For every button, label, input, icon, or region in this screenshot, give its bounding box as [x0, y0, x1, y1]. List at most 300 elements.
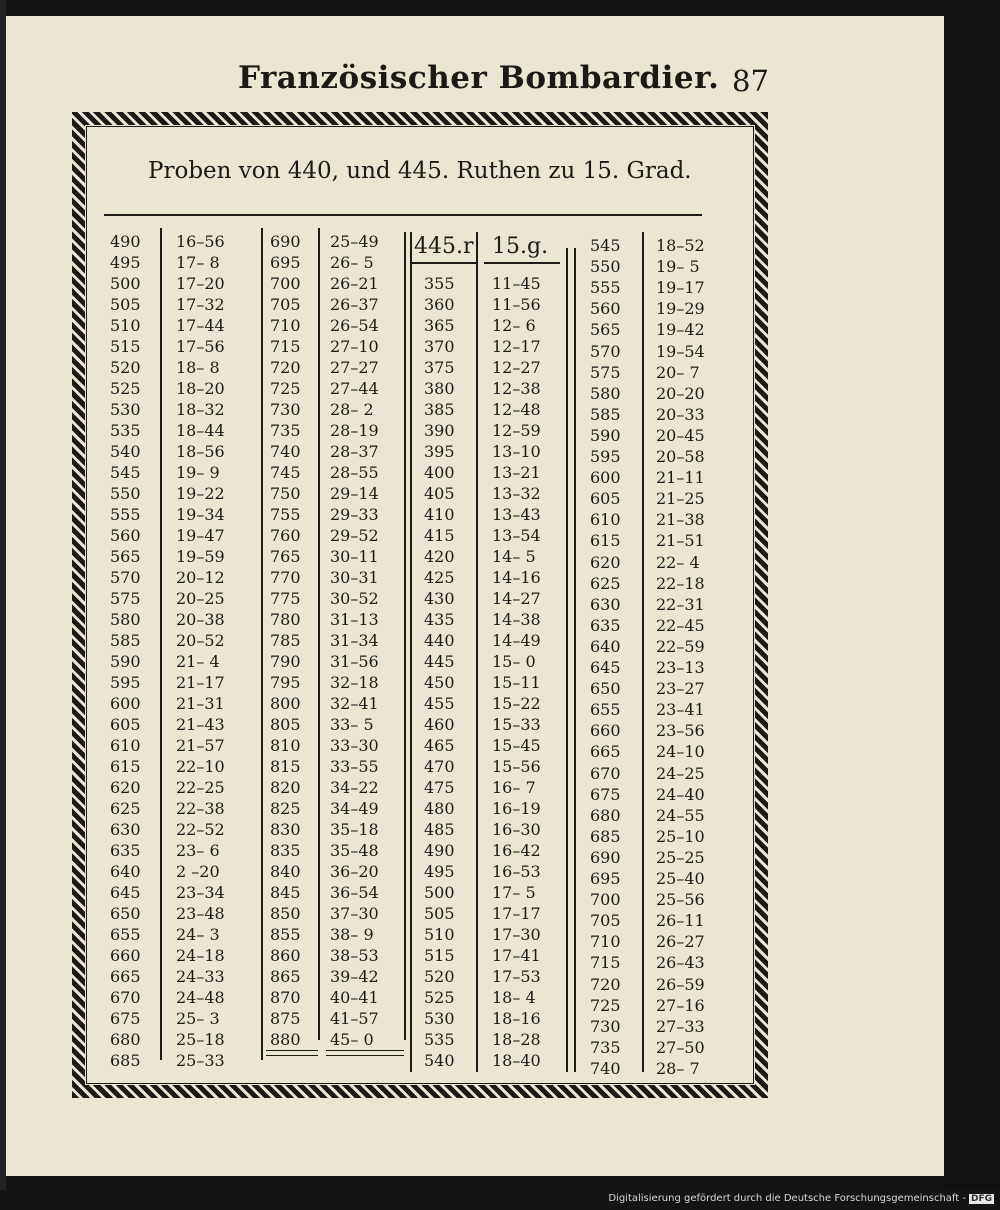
table-cell: 595 [590, 447, 621, 466]
table-cell: 11–56 [492, 295, 541, 314]
table-cell: 735 [270, 421, 301, 440]
table-cell: 360 [424, 295, 455, 314]
running-title: Französischer Bombardier. [238, 60, 720, 96]
table-cell: 685 [110, 1051, 141, 1070]
table-cell: 555 [110, 505, 141, 524]
table-cell: 710 [270, 316, 301, 335]
table-cell: 725 [270, 379, 301, 398]
table-cell: 655 [110, 925, 141, 944]
column-divider [574, 248, 576, 1072]
table-cell: 22–31 [656, 594, 705, 614]
table-cell: 11–45 [492, 274, 541, 293]
table-cell: 700 [270, 274, 301, 293]
table-cell: 850 [270, 904, 301, 923]
table-cell: 36–20 [330, 862, 379, 881]
table-cell: 855 [270, 925, 301, 944]
table-cell: 21–57 [176, 736, 225, 755]
table-cell: 23–48 [176, 904, 225, 923]
table-cell: 785 [270, 631, 301, 650]
header-angle: 15.g. [492, 234, 549, 259]
table-cell: 815 [270, 757, 301, 776]
table-cell: 14–27 [492, 589, 541, 608]
table-cell: 39–42 [330, 967, 379, 986]
table-cell: 18–52 [656, 236, 705, 255]
table-cell: 590 [110, 652, 141, 671]
table-cell: 770 [270, 568, 301, 587]
table-cell: 24–18 [176, 946, 225, 965]
table-cell: 630 [590, 594, 621, 614]
table-cell: 685 [590, 826, 621, 846]
table-cell: 24–55 [656, 805, 705, 825]
table-cell: 505 [110, 295, 141, 314]
table-cell: 22–38 [176, 799, 225, 818]
table-cell: 25–33 [176, 1051, 225, 1070]
column-divider [261, 228, 263, 1060]
table-cell: 565 [590, 320, 621, 340]
table-cell: 33–55 [330, 757, 379, 776]
table-cell: 485 [424, 820, 455, 839]
table-cell: 615 [590, 531, 621, 551]
table-cell: 22–59 [656, 636, 705, 656]
table-cell: 21– 4 [176, 652, 220, 671]
table-cell: 425 [424, 568, 455, 587]
table-cell: 30–11 [330, 547, 379, 566]
table-cell: 24–33 [176, 967, 225, 986]
table-cell: 27–50 [656, 1037, 705, 1057]
table-cell: 455 [424, 694, 455, 713]
table-cell: 12–48 [492, 400, 541, 419]
table-cell: 26–43 [656, 953, 705, 973]
table-cell: 31–34 [330, 631, 379, 650]
table-cell: 715 [590, 953, 621, 973]
table-cell: 18–16 [492, 1009, 541, 1028]
table-cell: 15–11 [492, 673, 541, 692]
table-cell: 760 [270, 526, 301, 545]
table-cell: 525 [110, 379, 141, 398]
column-divider [566, 248, 568, 1072]
table-cell: 14– 5 [492, 547, 536, 566]
table-cell: 650 [110, 904, 141, 923]
table-cell: 680 [110, 1030, 141, 1049]
table-cell: 25–40 [656, 869, 705, 888]
table-cell: 825 [270, 799, 301, 818]
table-cell: 560 [110, 526, 141, 545]
table-cell: 830 [270, 820, 301, 839]
table-cell: 615 [110, 757, 141, 776]
table-cell: 370 [424, 337, 455, 356]
table-cell: 16–42 [492, 841, 541, 860]
table-cell: 505 [424, 904, 455, 923]
table-cell: 720 [590, 974, 621, 994]
table-cell: 19–17 [656, 278, 705, 298]
table-cell: 13–54 [492, 526, 541, 545]
table-cell: 38– 9 [330, 925, 374, 944]
table-cell: 18–20 [176, 379, 225, 398]
table-cell: 705 [590, 911, 621, 931]
table-cell: 625 [590, 573, 621, 593]
table-cell: 19– 5 [656, 257, 700, 277]
table-cell: 550 [110, 484, 141, 503]
table-cell: 15–22 [492, 694, 541, 713]
table-cell: 500 [424, 883, 455, 902]
table-cell: 21–17 [176, 673, 225, 692]
table-cell: 29–33 [330, 505, 379, 524]
table-cell: 445 [424, 652, 455, 671]
table-cell: 19–29 [656, 299, 705, 319]
end-double-rule [266, 1050, 318, 1056]
table-cell: 23–27 [656, 679, 705, 699]
table-cell: 14–38 [492, 610, 541, 629]
table-cell: 36–54 [330, 883, 379, 902]
table-cell: 22– 4 [656, 552, 700, 572]
table-cell: 25–10 [656, 826, 705, 846]
table-cell: 28–37 [330, 442, 379, 461]
table-cell: 410 [424, 505, 455, 524]
table-cell: 500 [110, 274, 141, 293]
table-cell: 605 [590, 489, 621, 509]
table-cell: 26–59 [656, 974, 705, 994]
table-cell: 515 [424, 946, 455, 965]
table-cell: 32–18 [330, 673, 379, 692]
table-cell: 17–30 [492, 925, 541, 944]
table-cell: 695 [270, 253, 301, 272]
table-cell: 26–27 [656, 932, 705, 952]
table-cell: 24–25 [656, 763, 705, 783]
scanner-background [944, 0, 1000, 1190]
column-divider [410, 232, 412, 1072]
table-cell: 660 [590, 721, 621, 741]
table-cell: 390 [424, 421, 455, 440]
table-cell: 13–32 [492, 484, 541, 503]
column-divider [642, 232, 644, 1072]
table-cell: 27–16 [656, 995, 705, 1015]
table-cell: 45– 0 [330, 1030, 374, 1049]
table-cell: 13–10 [492, 442, 541, 461]
table-cell: 600 [590, 468, 621, 488]
table-cell: 17–41 [492, 946, 541, 965]
table-cell: 24–48 [176, 988, 225, 1007]
table-cell: 870 [270, 988, 301, 1007]
table-cell: 625 [110, 799, 141, 818]
table-cell: 20–20 [656, 383, 705, 403]
table-cell: 690 [590, 847, 621, 867]
table-cell: 26–54 [330, 316, 379, 335]
table-cell: 840 [270, 862, 301, 881]
table-cell: 19–59 [176, 547, 225, 566]
table-cell: 490 [424, 841, 455, 860]
table-cell: 18–28 [492, 1030, 541, 1049]
table-cell: 20–25 [176, 589, 225, 608]
table-cell: 515 [110, 337, 141, 356]
table-cell: 735 [590, 1037, 621, 1057]
table-cell: 530 [110, 400, 141, 419]
table-cell: 740 [270, 442, 301, 461]
table-cell: 33– 5 [330, 715, 374, 734]
table-cell: 22–18 [656, 573, 705, 593]
table-cell: 620 [590, 552, 621, 572]
table-cell: 535 [110, 421, 141, 440]
table-cell: 38–53 [330, 946, 379, 965]
table-cell: 16–56 [176, 232, 225, 251]
table-cell: 25–49 [330, 232, 379, 251]
table-cell: 845 [270, 883, 301, 902]
table-cell: 19–54 [656, 341, 705, 361]
column-divider [476, 232, 478, 1072]
table-cell: 660 [110, 946, 141, 965]
table-cell: 585 [110, 631, 141, 650]
table-cell: 780 [270, 610, 301, 629]
table-cell: 28– 7 [656, 1058, 700, 1078]
table-cell: 18–44 [176, 421, 225, 440]
table-cell: 22–45 [656, 615, 705, 635]
table-cell: 25–25 [656, 847, 705, 867]
table-cell: 16– 7 [492, 778, 536, 797]
table-cell: 710 [590, 932, 621, 952]
table-cell: 570 [110, 568, 141, 587]
table-cell: 640 [110, 862, 141, 881]
table-cell: 18–56 [176, 442, 225, 461]
table-cell: 535 [424, 1030, 455, 1049]
table-cell: 810 [270, 736, 301, 755]
table-cell: 880 [270, 1030, 301, 1049]
table-cell: 470 [424, 757, 455, 776]
table-cell: 24– 3 [176, 925, 220, 944]
table-cell: 365 [424, 316, 455, 335]
table-cell: 510 [110, 316, 141, 335]
column-divider [160, 228, 162, 1060]
table-cell: 18–40 [492, 1051, 541, 1070]
table-cell: 440 [424, 631, 455, 650]
table-cell: 635 [590, 615, 621, 635]
table-cell: 23–41 [656, 700, 705, 720]
table-cell: 755 [270, 505, 301, 524]
table-cell: 725 [590, 995, 621, 1015]
table-cell: 23– 6 [176, 841, 220, 860]
table-cell: 29–52 [330, 526, 379, 545]
table-cell: 420 [424, 547, 455, 566]
table-cell: 20–12 [176, 568, 225, 587]
table-cell: 655 [590, 700, 621, 720]
table-cell: 730 [270, 400, 301, 419]
table-cell: 29–14 [330, 484, 379, 503]
table-cell: 18–32 [176, 400, 225, 419]
table-cell: 575 [590, 362, 621, 382]
table-cell: 12–38 [492, 379, 541, 398]
table-cell: 18– 4 [492, 988, 536, 1007]
table-cell: 24–40 [656, 784, 705, 804]
table-cell: 600 [110, 694, 141, 713]
table-cell: 675 [590, 784, 621, 804]
column-divider [404, 232, 406, 1040]
table-cell: 17– 8 [176, 253, 220, 272]
table-cell: 17– 5 [492, 883, 536, 902]
table-cell: 16–53 [492, 862, 541, 881]
table-cell: 605 [110, 715, 141, 734]
table-cell: 12–27 [492, 358, 541, 377]
table-cell: 670 [590, 763, 621, 783]
table-cell: 610 [590, 510, 621, 530]
table-cell: 765 [270, 547, 301, 566]
table-cell: 19–34 [176, 505, 225, 524]
table-cell: 13–43 [492, 505, 541, 524]
table-cell: 740 [590, 1058, 621, 1078]
table-cell: 28–55 [330, 463, 379, 482]
table-cell: 16–19 [492, 799, 541, 818]
table-cell: 27–33 [656, 1016, 705, 1036]
table-cell: 530 [424, 1009, 455, 1028]
table-cell: 20–38 [176, 610, 225, 629]
table-cell: 21–31 [176, 694, 225, 713]
table-cell: 35–18 [330, 820, 379, 839]
table-cell: 490 [110, 232, 141, 251]
table-cell: 17–44 [176, 316, 225, 335]
table-cell: 635 [110, 841, 141, 860]
table-cell: 22–52 [176, 820, 225, 839]
table-cell: 575 [110, 589, 141, 608]
table-cell: 555 [590, 278, 621, 298]
table-cell: 19–47 [176, 526, 225, 545]
table-cell: 700 [590, 890, 621, 910]
table-cell: 22–10 [176, 757, 225, 776]
table-cell: 670 [110, 988, 141, 1007]
table-cell: 40–41 [330, 988, 379, 1007]
table-cell: 27–10 [330, 337, 379, 356]
table-cell: 41–57 [330, 1009, 379, 1028]
table-cell: 21–43 [176, 715, 225, 734]
table-cell: 25–18 [176, 1030, 225, 1049]
table-cell: 520 [424, 967, 455, 986]
table-cell: 20–45 [656, 425, 705, 445]
table-cell: 620 [110, 778, 141, 797]
table-cell: 550 [590, 257, 621, 277]
table-cell: 450 [424, 673, 455, 692]
table-cell: 560 [590, 299, 621, 319]
table-cell: 720 [270, 358, 301, 377]
table-cell: 865 [270, 967, 301, 986]
table-cell: 545 [110, 463, 141, 482]
table-cell: 21–38 [656, 510, 705, 530]
table-cell: 15–56 [492, 757, 541, 776]
table-cell: 22–25 [176, 778, 225, 797]
table-cell: 645 [110, 883, 141, 902]
footer-credit [608, 1193, 994, 1204]
table-cell: 14–49 [492, 631, 541, 650]
table-cell: 12–17 [492, 337, 541, 356]
table-cell: 545 [590, 236, 621, 255]
table-cell: 12– 6 [492, 316, 536, 335]
table-cell: 33–30 [330, 736, 379, 755]
table-cell: 14–16 [492, 568, 541, 587]
table-cell: 20–33 [656, 404, 705, 424]
table-cell: 18– 8 [176, 358, 220, 377]
table-cell: 665 [110, 967, 141, 986]
table-cell: 585 [590, 404, 621, 424]
table-cell: 24–10 [656, 742, 705, 762]
table-cell: 12–59 [492, 421, 541, 440]
table-cell: 25–56 [656, 890, 705, 910]
table-cell: 385 [424, 400, 455, 419]
table-cell: 17–17 [492, 904, 541, 923]
header-underline [410, 262, 476, 264]
table-cell: 15– 0 [492, 652, 536, 671]
table-cell: 380 [424, 379, 455, 398]
table-cell: 460 [424, 715, 455, 734]
table-cell: 430 [424, 589, 455, 608]
table-cell: 570 [590, 341, 621, 361]
table-cell: 21–25 [656, 489, 705, 509]
table-cell: 34–22 [330, 778, 379, 797]
table-cell: 435 [424, 610, 455, 629]
table-cell: 800 [270, 694, 301, 713]
table-cell: 805 [270, 715, 301, 734]
table-cell: 15–45 [492, 736, 541, 755]
table-cell: 19–22 [176, 484, 225, 503]
table-cell: 680 [590, 805, 621, 825]
table-cell: 355 [424, 274, 455, 293]
table-cell: 20– 7 [656, 362, 700, 382]
table-cell: 520 [110, 358, 141, 377]
table-cell: 23–56 [656, 721, 705, 741]
table-cell: 540 [110, 442, 141, 461]
table-cell: 31–56 [330, 652, 379, 671]
table-cell: 375 [424, 358, 455, 377]
table-cell: 645 [590, 658, 621, 677]
table-cell: 405 [424, 484, 455, 503]
table-cell: 16–30 [492, 820, 541, 839]
table-cell: 26–21 [330, 274, 379, 293]
table-cell: 835 [270, 841, 301, 860]
table-cell: 750 [270, 484, 301, 503]
table-cell: 715 [270, 337, 301, 356]
table-cell: 495 [110, 253, 141, 272]
table-cell: 540 [424, 1051, 455, 1070]
table-cell: 13–21 [492, 463, 541, 482]
table-cell: 480 [424, 799, 455, 818]
table-cell: 27–27 [330, 358, 379, 377]
table-cell: 580 [590, 383, 621, 403]
table-cell: 415 [424, 526, 455, 545]
table-cell: 690 [270, 232, 301, 251]
table-cell: 860 [270, 946, 301, 965]
table-cell: 17–32 [176, 295, 225, 314]
table-cell: 510 [424, 925, 455, 944]
table-cell: 475 [424, 778, 455, 797]
table-cell: 400 [424, 463, 455, 482]
table-cell: 820 [270, 778, 301, 797]
table-cell: 25– 3 [176, 1009, 220, 1028]
table-cell: 17–56 [176, 337, 225, 356]
table-cell: 21–51 [656, 531, 705, 551]
table-cell: 26– 5 [330, 253, 374, 272]
table-cell: 26–11 [656, 911, 705, 931]
table-cell: 20–52 [176, 631, 225, 650]
table-cell: 695 [590, 869, 621, 888]
table-cell: 17–20 [176, 274, 225, 293]
column-divider [318, 228, 320, 1040]
table-cell: 23–13 [656, 658, 705, 677]
table-cell: 465 [424, 736, 455, 755]
table-cell: 580 [110, 610, 141, 629]
header-distance: 445.r [414, 234, 474, 259]
table-cell: 650 [590, 679, 621, 699]
table-cell: 21–11 [656, 468, 705, 488]
table-cell: 640 [590, 636, 621, 656]
table-cell: 37–30 [330, 904, 379, 923]
table-cell: 610 [110, 736, 141, 755]
table-cell: 565 [110, 547, 141, 566]
table-cell: 665 [590, 742, 621, 762]
table-cell: 525 [424, 988, 455, 1007]
